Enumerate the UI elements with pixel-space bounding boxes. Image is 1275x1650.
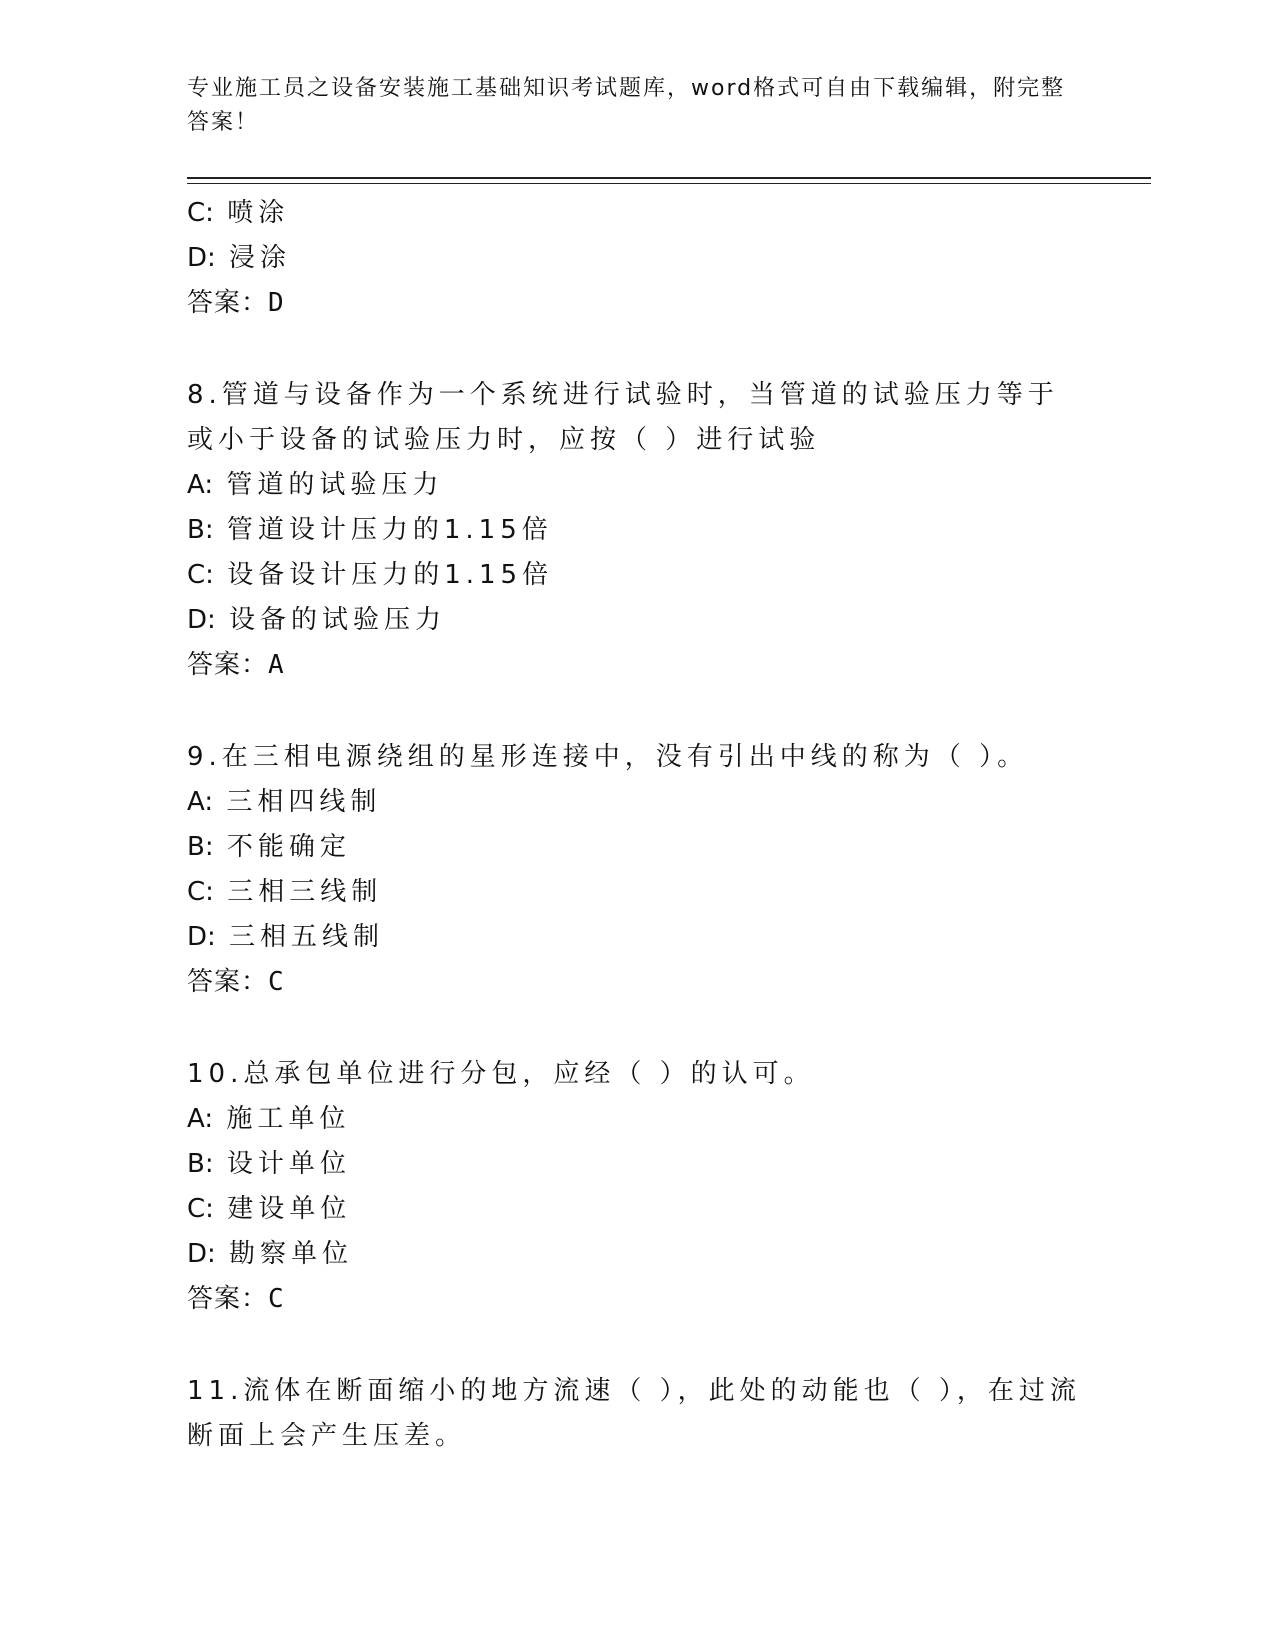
document-header: 专业施工员之设备安装施工基础知识考试题库，word格式可自由下载编辑，附完整答案！ [187, 76, 1066, 135]
option-letter: C: [187, 560, 214, 590]
answer-label: 答案： [187, 650, 269, 680]
option-d [187, 236, 1087, 281]
option-letter: D: [187, 922, 216, 952]
option-c [187, 553, 1087, 598]
option-text: 三相三线制 [227, 877, 383, 907]
answer-label: 答案： [187, 1284, 269, 1314]
option-c [187, 1187, 1087, 1232]
question-text: 11.流体在断面缩小的地方流速（ ），此处的动能也（ ），在过流断面上会产生压差。 [187, 1376, 1081, 1451]
answer-value: D [268, 288, 284, 318]
option-letter: D: [187, 605, 216, 635]
question-text: 9.在三相电源绕组的星形连接中，没有引出中线的称为（ ）。 [187, 742, 1029, 772]
question-9 [187, 735, 1087, 1005]
option-text: 浸涂 [229, 243, 292, 273]
document-content [187, 191, 1087, 1459]
option-a [187, 1097, 1087, 1142]
option-b [187, 508, 1087, 553]
option-text: 设备的试验压力 [229, 605, 447, 635]
answer-value: C [268, 1284, 284, 1314]
option-text: 建设单位 [227, 1194, 352, 1224]
answer-line [187, 960, 1087, 1005]
option-letter: C: [187, 877, 214, 907]
question-10 [187, 1052, 1087, 1322]
header-divider-thin [187, 183, 1151, 184]
option-letter: A: [187, 470, 214, 500]
option-text: 勘察单位 [229, 1239, 354, 1269]
option-text: 施工单位 [226, 1104, 351, 1134]
option-letter: B: [187, 515, 214, 545]
option-letter: B: [187, 832, 214, 862]
option-d [187, 915, 1087, 960]
option-letter: C: [187, 1194, 214, 1224]
answer-line [187, 1277, 1087, 1322]
answer-line [187, 281, 1087, 326]
option-letter: A: [187, 1104, 214, 1134]
answer-label: 答案： [187, 967, 269, 997]
answer-value: C [268, 967, 284, 997]
option-c [187, 191, 1087, 236]
option-text: 喷涂 [227, 198, 290, 228]
option-letter: D: [187, 1239, 216, 1269]
option-letter: C: [187, 198, 214, 228]
question-text: 8.管道与设备作为一个系统进行试验时，当管道的试验压力等于或小于设备的试验压力时，应按（ ）进行试验 [187, 380, 1059, 455]
option-letter: D: [187, 243, 216, 273]
answer-label: 答案： [187, 288, 269, 318]
option-letter: B: [187, 1149, 214, 1179]
question-text: 10.总承包单位进行分包，应经（ ）的认可。 [187, 1059, 815, 1089]
option-text: 三相四线制 [226, 787, 382, 817]
answer-line [187, 643, 1087, 688]
option-d [187, 1232, 1087, 1277]
header-divider-thick [187, 177, 1151, 179]
option-b [187, 825, 1087, 870]
option-b [187, 1142, 1087, 1187]
option-d [187, 598, 1087, 643]
option-text: 管道设计压力的1.15倍 [226, 515, 553, 545]
option-letter: A: [187, 787, 214, 817]
question-7-tail [187, 191, 1087, 326]
option-a [187, 463, 1087, 508]
option-text: 设备设计压力的1.15倍 [227, 560, 554, 590]
answer-value: A [268, 650, 284, 680]
option-c [187, 870, 1087, 915]
option-text: 设计单位 [226, 1149, 351, 1179]
option-text: 管道的试验压力 [226, 470, 444, 500]
option-text: 三相五线制 [229, 922, 385, 952]
question-11 [187, 1369, 1087, 1459]
question-8 [187, 373, 1087, 688]
option-a [187, 780, 1087, 825]
option-text: 不能确定 [226, 832, 351, 862]
